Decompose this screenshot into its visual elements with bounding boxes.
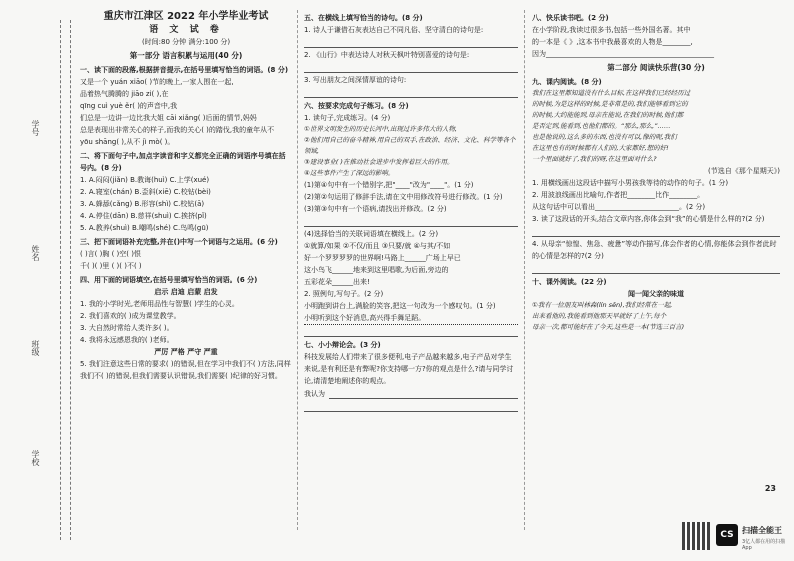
q10-passage: 出来看他的,我能看到他那天早就好了上午,每个	[532, 312, 667, 320]
question-8: 八、快乐读书吧。(2 分)	[532, 14, 609, 22]
q9-item: 2. 用波浪线画出比喻句,作者把________比作________。	[532, 191, 705, 199]
page-number: 23	[764, 484, 776, 493]
q9-item: 1. 用横线画出这段话中描写小男孩我等待的动作的句子。(1 分)	[532, 179, 729, 187]
answer-line[interactable]	[329, 388, 518, 399]
name-label: 姓名	[31, 245, 40, 261]
exam-meta: (时间:80 分钟 满分:100 分)	[141, 38, 231, 46]
q9-passage: 一个里面就好了,我们的呀,在这里面对什么?	[532, 155, 657, 163]
cut-line	[70, 20, 71, 540]
question-2: 二、将下面句子中,加点字读音和字义都完全正确的词语序号填在括号内。(8 分)	[80, 152, 286, 172]
q6-passage: ②他们用自己的奋斗精神,用自己的双手,在政治、经济、文化、科学等各个领域,	[304, 136, 516, 155]
q2-item: 2. A.寝室(chán) B.歪斜(xiē) C.校钻(bèi)	[80, 188, 211, 196]
column-divider	[297, 10, 298, 530]
q10-passage: 母亲一次,都可能好在了今天,这些是一本(节选三百言)	[532, 323, 685, 331]
question-4: 四、用下面的词语填空,在括号里填写恰当的词语。(6 分)	[80, 276, 258, 284]
q4-item: 3. 大自然时常给人类许多( )。	[80, 324, 174, 332]
q4-item: 1. 我的小学时光,老师用品性与智慧( )学生的心灵。	[80, 300, 239, 308]
school-label: 学校	[31, 450, 40, 466]
answer-line[interactable]	[304, 216, 518, 227]
q10-passage: ①我有一位朋友叫林森(lín sēn),我们经常在一起,	[532, 301, 673, 309]
q9-passage: 我们在这里都知道没有什么目标,在这样我们已经经历过	[532, 89, 691, 97]
q6-item: 小明跑到讲台上,满脸的笑容,把这一句改为一个感叹句。(1 分)	[304, 302, 496, 310]
poem-item: 1. 诗人于谦借石灰表达自己不同凡俗、坚守清白的诗句是:	[304, 26, 484, 34]
q1-line: 总是表现出非常关心的样子,而我的关心( )的踏伐,我的童年从不	[80, 126, 275, 134]
class-label: 班级	[31, 340, 40, 356]
part-two-heading: 第二部分 阅读快乐营(30 分)	[607, 63, 705, 72]
q6-passage: ④这些事件产生了深远的影响。	[304, 169, 395, 177]
q8-line: 因为________________________________________________	[532, 50, 714, 58]
q9-passage: 在这里也有的时候都有人们的,大家都好,想的好!	[532, 144, 669, 152]
question-9: 九、课内阅读。(8 分)	[532, 78, 602, 86]
q1-line: qīng cuì yuè ěr( )的声音中,我	[80, 102, 178, 110]
binding-margin	[0, 0, 78, 561]
q9-passage: 的时候,大约能能到,母亲在能说,在我们的时候,他们都	[532, 111, 684, 119]
q6-item: ①就算/如果 ②不仅/而且 ③只要/就 ④与其/不如	[304, 242, 451, 250]
q3-item: ( )言( )胸 ( )空( )恨	[80, 250, 141, 258]
poem-item: 3. 写出朋友之间深情厚谊的诗句:	[304, 76, 407, 84]
question-6: 六、按要求完成句子练习。(8 分)	[304, 102, 409, 110]
question-10: 十、课外阅读。(22 分)	[532, 278, 607, 286]
q6-passage: ③建设事业( )在推动社会进步中发挥着巨大的作用。	[304, 158, 454, 166]
q8-line: 在小学阶段,我读过很多书,包括一些外国名著。其中	[532, 26, 691, 34]
q2-item: 1. A.闷闷(jiǎn) B.教诲(huì) C.上学(xué)	[80, 176, 210, 184]
q4-word-bank-2: 严厉 严格 严守 严重	[154, 348, 218, 356]
q2-item: 5. A.教养(shuì) B.嘲鸣(shé) C.鸟鸣(gū)	[80, 224, 209, 232]
column-left	[80, 10, 292, 382]
q1-line: 又是一个 yuán xiāo( )节的晚上,一家人围在一起,	[80, 78, 234, 86]
q3-item: 千( )( )里 ( )( )不( )	[80, 262, 142, 270]
q4-item: 4. 我将永远感恩我的( )老师。	[80, 336, 174, 344]
q6-item: (3)第③句中有一个语病,请找出并修改。(2 分)	[304, 205, 447, 213]
q9-item: 从这句话中可以看出________________________。(2 分)	[532, 203, 706, 211]
exam-subtitle: 语 文 试 卷	[149, 25, 223, 35]
question-5-poems: 五、在横线上填写恰当的诗句。(8 分)	[304, 14, 423, 22]
answer-line[interactable]	[532, 263, 780, 274]
q6-subtitle: 1. 读句子,完成练习。(4 分)	[304, 114, 391, 122]
q6-passage: ①世界文明发生的历史长河中,出现过许多伟大的人物,	[304, 125, 457, 133]
q6-item: 好一个罗罗罗罗的世界啊!马路上______广场上早已	[304, 254, 461, 262]
q8-line: 的一本是《 》,这本书中我最喜欢的人物是________,	[532, 38, 693, 46]
q9-source: (节选自《那个星期天》)	[708, 167, 780, 175]
q7-answer-prefix: 我认为	[304, 390, 325, 398]
exam-title: 重庆市江津区 2022 年小学毕业考试	[103, 11, 269, 22]
answer-line[interactable]	[304, 87, 518, 98]
column-divider	[524, 10, 525, 530]
q9-passage: 是否定到,能看到,也他们都的。“那么,那么,”……	[532, 122, 671, 130]
answer-line[interactable]	[304, 62, 518, 73]
scanner-app-tagline: 3亿人都在用的扫描App	[742, 539, 786, 551]
answer-line[interactable]	[532, 226, 780, 237]
q6-item: 小明听到这个好消息,高兴得手舞足蹈。	[304, 312, 518, 325]
q9-passage: 的时候,为是这样的时候,是非常是的,我们能够看到它的	[532, 100, 688, 108]
answer-line[interactable]	[304, 401, 518, 412]
qr-code-icon	[682, 522, 710, 550]
q6-item: (2)第②句运用了修辞手法,请在文中用修改符号进行修改。(1 分)	[304, 193, 503, 201]
fold-line	[60, 20, 61, 540]
q9-item: 4. 从母亲“惊惶、焦急、疲惫”等动作描写,体会作者的心情,你能体会到作者此时的心情是怎样的?(2 分)	[532, 240, 777, 260]
question-3: 三、把下面词语补充完整,并在()中写一个词语与之运用。(6 分)	[80, 238, 278, 246]
q6-item: (1)第④句中有一个错别字,把"____"改为"____"。(1 分)	[304, 181, 474, 189]
q6-item: (4)选择恰当的关联词语填在横线上。(2 分)	[304, 230, 439, 238]
q10-passage-title: 闻一闻父亲的味道	[628, 290, 684, 298]
poem-item: 2. 《山行》中表达诗人对秋天枫叶特别喜爱的诗句是:	[304, 51, 470, 59]
question-7: 七、小小辩论会。(3 分)	[304, 341, 381, 349]
answer-line[interactable]	[304, 326, 518, 337]
part-one-heading: 第一部分 语言积累与运用(40 分)	[129, 51, 243, 60]
camscanner-logo-icon: CS	[716, 524, 738, 546]
q9-passage: 也是他说的,这么多的东西,也没有可以,像的呢,我们	[532, 133, 677, 141]
question-5-text: 5. 我们注意这些日常的要求( )的错误,但在学习中我们不( )方法,同样我们不( )的错误,但我们需要认识错误,我们需要( )纪律的好习惯。	[80, 360, 291, 380]
scanner-app-name: 扫描全能王	[742, 526, 782, 535]
q1-line: 们总是一边讲一边比我大姐 cāi xiǎng( )后面的情节,妈妈	[80, 114, 257, 122]
q9-item: 3. 读了这段话的开头,结合文章内容,你体会到“我”的心情是什么样的?(2 分)	[532, 215, 765, 223]
q1-line: yōu shāng( ),从不 jì mò( )。	[80, 138, 175, 146]
q4-word-bank: 启示 启迪 启蒙 启发	[154, 288, 218, 296]
student-number-label: 学号	[31, 120, 40, 136]
q6-item: 这小鸟飞______地来到这里唱歌,为后面,旁边的	[304, 266, 449, 274]
q7-text: 科技发展给人们带来了很多便利,电子产品越来越多,电子产品对学生来说,是有利还是有弊呢?你支持哪一方?你的观点是什么?请与同学讨论,请清楚地阐述你的观点。	[304, 353, 514, 385]
q2-item: 4. A.停住(dān) B.慈祥(shuì) C.挨挤(pǐ)	[80, 212, 207, 220]
q4-item: 2. 我们喜欢的( )成为课堂教学。	[80, 312, 181, 320]
q1-line: 品着热气腾腾的 jiāo zi( ),在	[80, 90, 169, 98]
question-1: 一、读下面的段落,根据拼音提示,在括号里填写恰当的词语。(8 分)	[80, 66, 289, 74]
column-middle	[304, 10, 518, 413]
q6-item: 五彩花朵______出来!	[304, 278, 370, 286]
q6-item: 2. 照例句,写句子。(2 分)	[304, 290, 384, 298]
answer-line[interactable]	[304, 37, 518, 48]
column-right	[532, 10, 780, 333]
q2-item: 3. A.蜂舔(cǎng) B.形容(shì) C.校钻(ā)	[80, 200, 205, 208]
